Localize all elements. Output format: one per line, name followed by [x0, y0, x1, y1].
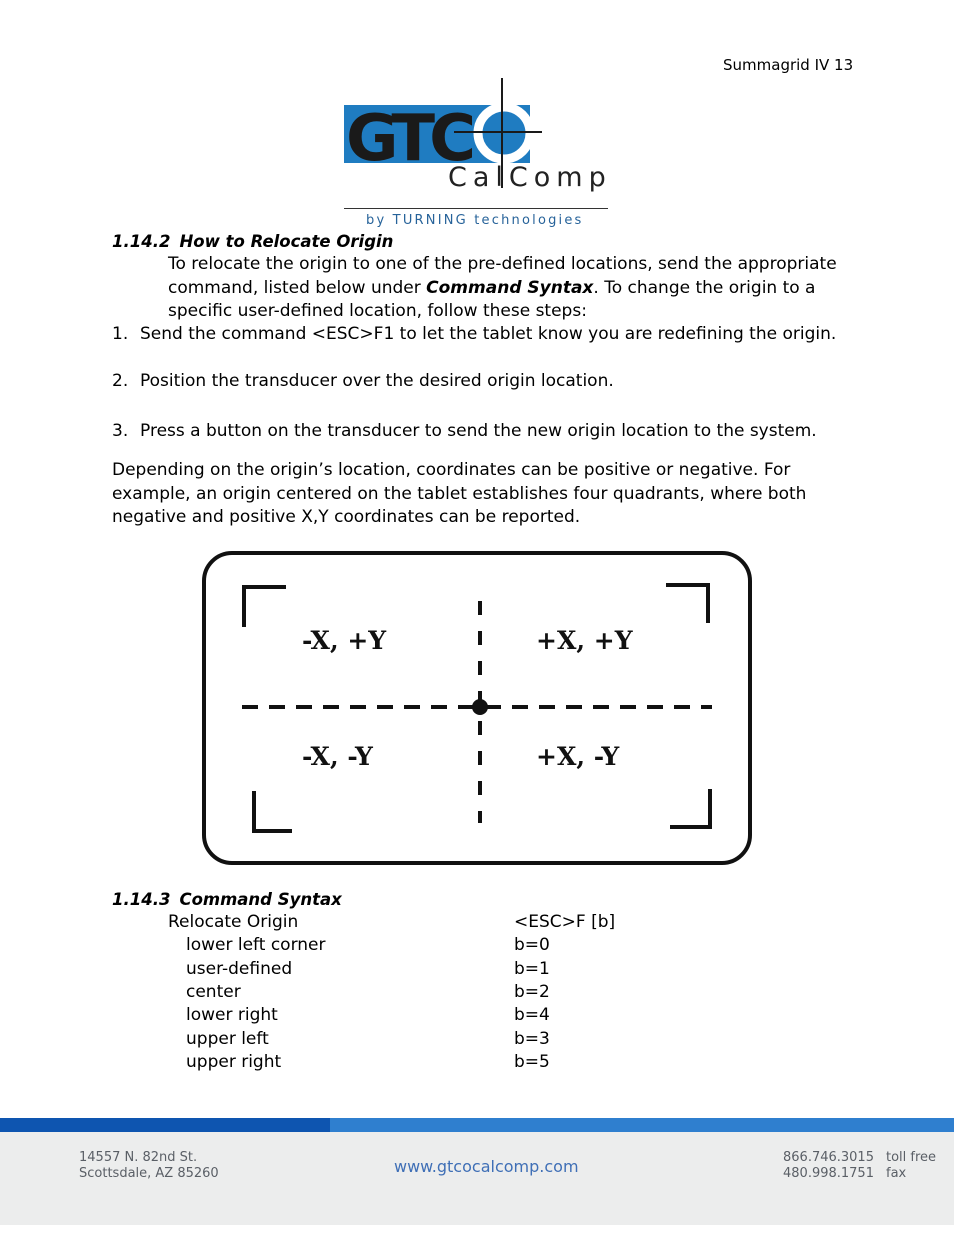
corner-bracket-bottom-left [254, 791, 292, 831]
quadrant-label-top-left: -X, +Y [302, 626, 387, 655]
quadrant-paragraph: Depending on the origin’s location, coordinates can be positive or negative. For example, an origin centered on the tablet establishes four quadrants, where both negative and positive X,Y coordinates can be reported. [112, 460, 807, 527]
list-item [112, 420, 852, 444]
intro-text: To relocate the origin to one of the pre-defined locations, send the appropriate command, listed below under [168, 254, 837, 298]
option-label: lower right [186, 1005, 278, 1025]
quadrant-label-bottom-left: -X, -Y [302, 742, 373, 771]
option-value: b=3 [514, 1029, 550, 1049]
command-value: <ESC>F [b] [514, 912, 616, 932]
section-number: 1.14.2 [112, 232, 171, 251]
command-row [0, 911, 954, 934]
phone-number: 480.998.1751 [783, 1166, 874, 1181]
origin-dot [472, 699, 488, 715]
running-header: Summagrid IV 13 [723, 56, 854, 74]
command-label: Relocate Origin [168, 912, 299, 932]
corner-bracket-bottom-right [670, 789, 710, 827]
gtco-calcomp-logo [344, 78, 612, 230]
footer-address [79, 1150, 219, 1182]
logo-divider [344, 208, 608, 209]
quadrant-label-top-right: +X, +Y [536, 626, 633, 655]
intro-emphasis: Command Syntax [426, 277, 594, 298]
option-row [0, 1004, 954, 1027]
corner-bracket-top-right [666, 585, 708, 623]
footer-phones [783, 1150, 874, 1182]
section-title: Command Syntax [179, 890, 342, 909]
phone-number: 866.746.3015 [783, 1150, 874, 1165]
option-row [0, 1028, 954, 1051]
footer-website-link[interactable]: www.gtcocalcomp.com [394, 1157, 579, 1176]
list-number: 2. [112, 371, 129, 391]
list-item [112, 323, 852, 347]
option-row [0, 934, 954, 957]
option-value: b=2 [514, 982, 550, 1002]
list-number: 1. [112, 324, 129, 344]
logo-tagline: by TURNING technologies [366, 213, 584, 228]
list-number: 3. [112, 421, 129, 441]
intro-paragraph [168, 253, 848, 324]
origin-quadrant-diagram [196, 545, 758, 873]
svg-text:GTC: GTC [346, 102, 471, 176]
address-line: Scottsdale, AZ 85260 [79, 1166, 219, 1181]
section-heading-relocate [112, 230, 393, 254]
logo-subbrand: CalComp [448, 162, 612, 193]
option-row [0, 958, 954, 981]
option-label: upper right [186, 1052, 282, 1072]
list-text: Press a button on the transducer to send the new origin location to the system. [140, 421, 817, 441]
option-label: upper left [186, 1029, 269, 1049]
option-value: b=5 [514, 1052, 550, 1072]
quadrant-diagram-svg [196, 545, 758, 873]
section-heading-command-syntax [112, 888, 342, 912]
footer-phone-labels [886, 1150, 936, 1182]
option-row [0, 981, 954, 1004]
option-value: b=4 [514, 1005, 550, 1025]
option-label: user-defined [186, 959, 293, 979]
section-number: 1.14.3 [112, 890, 171, 909]
option-label: center [186, 982, 241, 1002]
option-value: b=0 [514, 935, 550, 955]
corner-bracket-top-left [244, 587, 286, 627]
intro-text-end: . To change the origin to a specific user-defined location, follow these steps: [168, 277, 816, 321]
list-item [112, 370, 852, 394]
option-row [0, 1051, 954, 1074]
list-text: Position the transducer over the desired origin location. [140, 371, 614, 391]
address-line: 14557 N. 82nd St. [79, 1150, 198, 1165]
quadrant-label-bottom-right: +X, -Y [536, 742, 620, 771]
phone-label: fax [886, 1166, 907, 1181]
list-text: Send the command <ESC>F1 to let the tablet know you are redefining the origin. [140, 324, 837, 344]
phone-label: toll free [886, 1150, 937, 1165]
option-value: b=1 [514, 959, 550, 979]
section-title: How to Relocate Origin [179, 232, 394, 251]
option-label: lower left corner [186, 935, 326, 955]
page-footer [0, 1118, 954, 1225]
footer-accent-bar-dark [0, 1118, 330, 1132]
